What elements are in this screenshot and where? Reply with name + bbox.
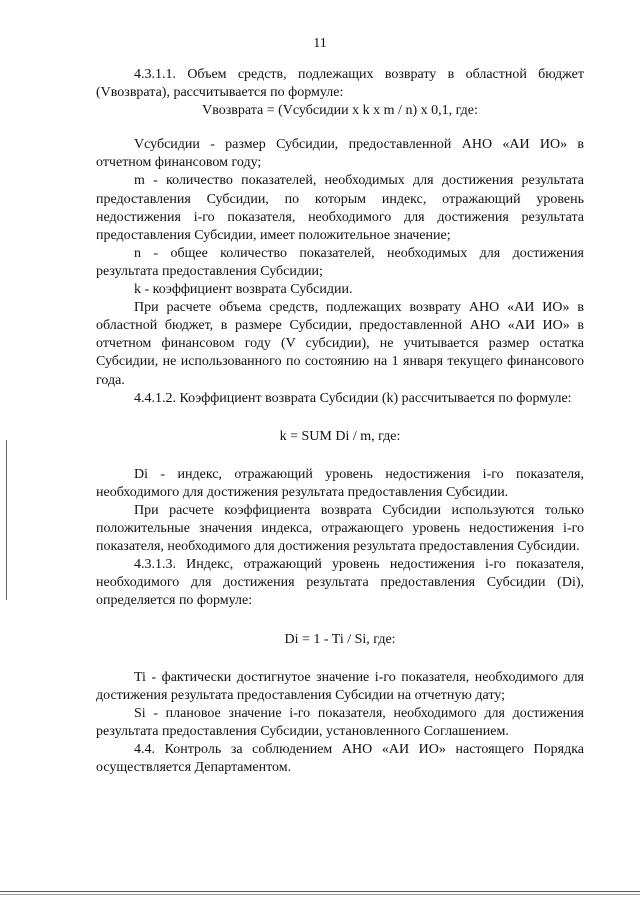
page-number: 11 xyxy=(313,36,327,51)
paragraph-4-3-1-3: 4.3.1.3. Индекс, отражающий уровень недостижения i-го показателя, необходимого для достижения результата предоставления Субсидии (Di), определяется по формуле: xyxy=(96,557,584,609)
definition-n: n - общее количество показателей, необходимых для достижения результата предоставления Субсидии; xyxy=(96,245,584,279)
definition-k: k - коэффициент возврата Субсидии. xyxy=(134,282,353,298)
definition-di: Di - индекс, отражающий уровень недостижения i-го показателя, необходимого для достижения результата предоставления Субсидии. xyxy=(96,466,584,500)
scan-bottom-line xyxy=(0,894,640,895)
paragraph-4-3-1-1: 4.3.1.1. Объем средств, подлежащих возврату в областной бюджет (Vвозврата), рассчитывается по формуле: xyxy=(96,67,584,101)
definition-v-subsidii: Vсубсидии - размер Субсидии, предоставленной АНО «АИ ИО» в отчетном финансовом году; xyxy=(96,137,584,171)
spacer xyxy=(96,611,584,631)
spacer xyxy=(96,408,584,428)
scan-edge-mark xyxy=(6,440,7,600)
formula-k: k = SUM Di / m, где: xyxy=(279,428,401,444)
definition-si: Si - плановое значение i-го показателя, необходимого для достижения результата предоставления Субсидии, установленного Соглашением. xyxy=(96,705,584,739)
definition-ti: Ti - фактически достигнутое значение i-го показателя, необходимого для достижения результата предоставления Субсидии на отчетную дату; xyxy=(96,669,584,703)
paragraph-positive-values: При расчете коэффициента возврата Субсидии используются только положительные значения индекса, отражающего уровень недостижения i-го показателя, необходимого для достижения результата предоставления Субсидии. xyxy=(96,502,584,555)
paragraph-4-4-1-2: 4.4.1.2. Коэффициент возврата Субсидии (k) рассчитывается по формуле: xyxy=(134,390,572,406)
spacer xyxy=(96,649,584,669)
formula-v-vozvrata: Vвозврата = (Vсубсидии x k x m / n) x 0,1, где: xyxy=(202,103,478,119)
definition-m: m - количество показателей, необходимых для достижения результата предоставления Субсидии, по которым индекс, отражающий уровень недостижения i-го показателя, необходимого для достижения результата предоставления Субсидии, имеет положительное значение; xyxy=(96,173,584,243)
spacer xyxy=(96,446,584,466)
paragraph-4-4-control: 4.4. Контроль за соблюдением АНО «АИ ИО» настоящего Порядка осуществляется Департаментом. xyxy=(96,742,584,776)
document-body xyxy=(96,66,584,777)
paragraph-remainder-note: При расчете объема средств, подлежащих возврату АНО «АИ ИО» в областной бюджет, в размере Субсидии, предоставленной АНО «АИ ИО» в отчетном финансовом году (V субсидии), не учитывается размер остатка Субсидии, не использованного по состоянию на 1 января текущего финансового года. xyxy=(96,300,584,388)
formula-di: Di = 1 - Ti / Si, где: xyxy=(284,631,396,647)
spacer xyxy=(96,120,584,136)
scan-bottom-line xyxy=(0,891,640,892)
